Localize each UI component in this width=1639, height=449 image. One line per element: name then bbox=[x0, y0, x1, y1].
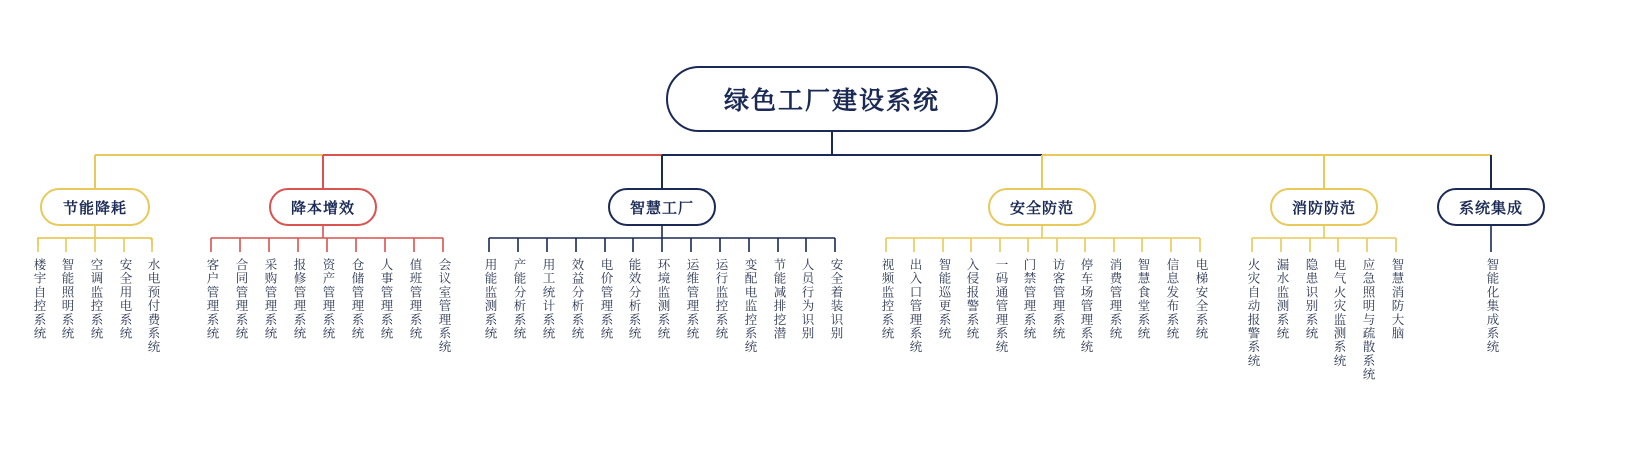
branch-node-security[interactable] bbox=[988, 188, 1096, 226]
leaf-item: 电梯安全系统 bbox=[1194, 258, 1208, 341]
leaf-item: 资产管理系统 bbox=[321, 258, 335, 341]
leaf-item: 值班管理系统 bbox=[408, 258, 422, 341]
leaf-item: 停车场管理系统 bbox=[1079, 258, 1093, 354]
leaf-item: 一码通管理系统 bbox=[994, 258, 1008, 354]
leaf-item: 楼宇自控系统 bbox=[32, 258, 46, 341]
leaf-item: 安全着装识别 bbox=[829, 258, 843, 341]
leaf-item: 智慧消防大脑 bbox=[1390, 258, 1404, 341]
leaf-item: 用能监测系统 bbox=[483, 258, 497, 341]
leaf-item: 变配电监控系统 bbox=[743, 258, 757, 354]
branch-label: 消防防范 bbox=[1291, 199, 1356, 217]
leaf-item: 智能照明系统 bbox=[60, 258, 74, 341]
leaf-item: 电气火灾监测系统 bbox=[1332, 258, 1346, 368]
root-node[interactable] bbox=[666, 66, 998, 132]
branch-node-fire-safety[interactable] bbox=[1270, 188, 1378, 226]
branch-node-system-integration[interactable] bbox=[1437, 188, 1545, 226]
leaf-item: 出入口管理系统 bbox=[908, 258, 922, 354]
leaf-item: 运行监控系统 bbox=[714, 258, 728, 341]
leaf-item: 效益分析系统 bbox=[570, 258, 584, 341]
leaf-item: 信息发布系统 bbox=[1165, 258, 1179, 341]
leaf-item: 环境监测系统 bbox=[656, 258, 670, 341]
leaf-item: 客户管理系统 bbox=[205, 258, 219, 341]
leaf-item: 隐患识别系统 bbox=[1304, 258, 1318, 341]
leaf-item: 水电预付费系统 bbox=[146, 258, 160, 354]
leaf-item: 采购管理系统 bbox=[263, 258, 277, 341]
leaf-item: 产能分析系统 bbox=[512, 258, 526, 341]
leaf-item: 节能减排挖潜 bbox=[772, 258, 786, 341]
leaf-item: 漏水监测系统 bbox=[1275, 258, 1289, 341]
leaf-item: 安全用电系统 bbox=[118, 258, 132, 341]
leaf-item: 智慧食堂系统 bbox=[1136, 258, 1150, 341]
leaf-item: 合同管理系统 bbox=[234, 258, 248, 341]
leaf-item: 电价管理系统 bbox=[599, 258, 613, 341]
leaf-item: 火灾自动报警系统 bbox=[1246, 258, 1260, 368]
leaf-item: 能效分析系统 bbox=[627, 258, 641, 341]
leaf-item: 智能化集成系统 bbox=[1485, 258, 1499, 354]
branch-node-smart-factory[interactable] bbox=[608, 188, 716, 226]
leaf-item: 消费管理系统 bbox=[1108, 258, 1122, 341]
branch-node-energy-saving[interactable] bbox=[40, 188, 150, 226]
leaf-item: 人员行为识别 bbox=[800, 258, 814, 341]
leaf-item: 应急照明与疏散系统 bbox=[1361, 258, 1375, 382]
root-node-label: 绿色工厂建设系统 bbox=[723, 87, 940, 115]
leaf-item: 会议室管理系统 bbox=[437, 258, 451, 354]
branch-label: 安全防范 bbox=[1009, 199, 1074, 217]
leaf-item: 报修管理系统 bbox=[292, 258, 306, 341]
leaf-item: 访客管理系统 bbox=[1051, 258, 1065, 341]
branch-label: 降本增效 bbox=[290, 199, 355, 217]
leaf-item: 用工统计系统 bbox=[541, 258, 555, 341]
leaf-item: 空调监控系统 bbox=[89, 258, 103, 341]
leaf-item: 运维管理系统 bbox=[685, 258, 699, 341]
leaf-item: 智能巡更系统 bbox=[937, 258, 951, 341]
branch-label: 节能降耗 bbox=[62, 199, 127, 217]
leaf-item: 视频监控系统 bbox=[880, 258, 894, 341]
leaf-item: 仓储管理系统 bbox=[350, 258, 364, 341]
branch-label: 系统集成 bbox=[1458, 199, 1523, 217]
branch-label: 智慧工厂 bbox=[629, 199, 694, 217]
leaf-item: 人事管理系统 bbox=[379, 258, 393, 341]
branch-node-cost-reduction[interactable] bbox=[269, 188, 377, 226]
leaf-item: 入侵报警系统 bbox=[965, 258, 979, 341]
leaf-item: 门禁管理系统 bbox=[1022, 258, 1036, 341]
